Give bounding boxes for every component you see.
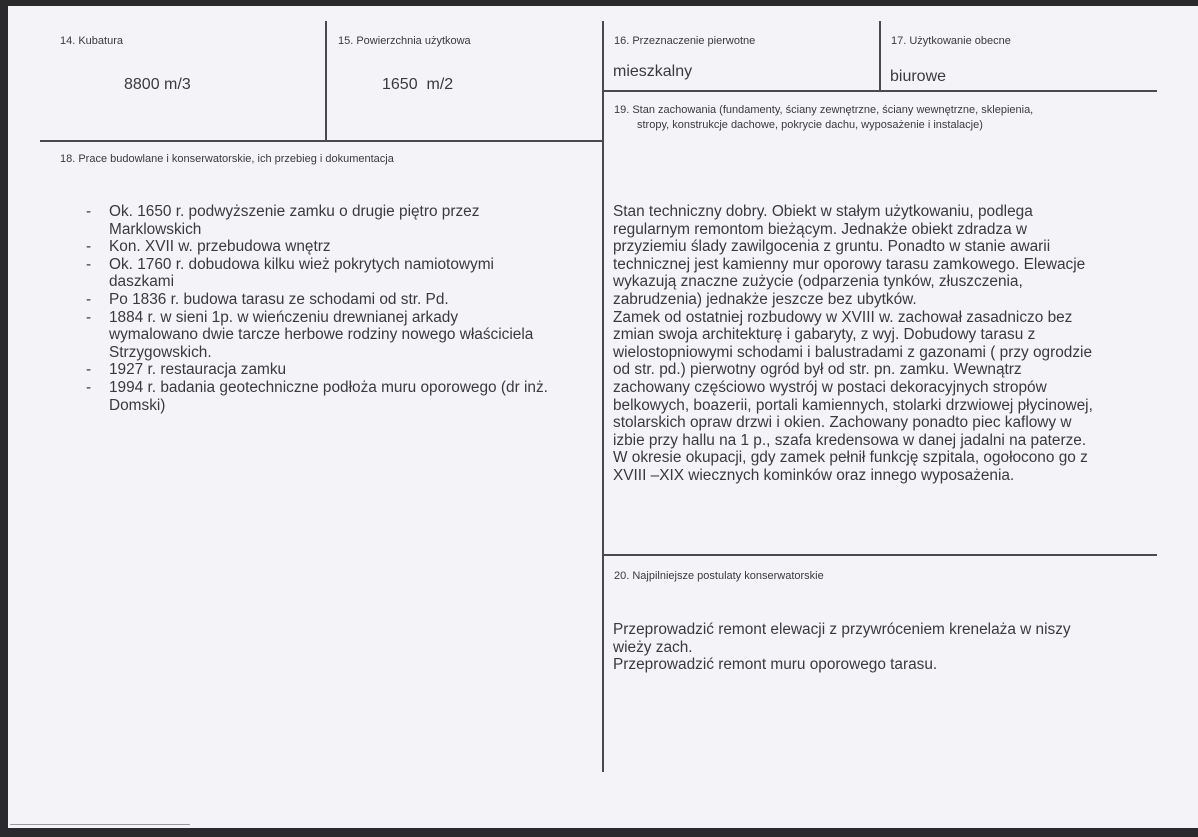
list-item: - Po 1836 r. budowa tarasu ze schodami od str. Pd. bbox=[86, 290, 449, 308]
field-14-label: 14. Kubatura bbox=[60, 35, 123, 47]
conservation-postulates: Przeprowadzić remont elewacji z przywróceniem krenelaża w niszy wieży zach. Przeprowadzić remont muru oporowego tarasu. bbox=[613, 621, 1071, 674]
bullet-dash-icon: - bbox=[86, 238, 92, 256]
field-16-value: mieszkalny bbox=[613, 63, 693, 80]
divider-top-right bbox=[603, 90, 1157, 92]
field-18-label: 18. Prace budowlane i konserwatorskie, ich przebieg i dokumentacja bbox=[60, 153, 394, 165]
field-15-value: 1650 m/2 bbox=[382, 76, 454, 93]
bullet-dash-icon: - bbox=[86, 290, 92, 308]
divider-14-15 bbox=[325, 21, 327, 142]
bullet-dash-icon: - bbox=[86, 203, 92, 220]
bullet-dash-icon: - bbox=[86, 378, 92, 396]
field-17-label: 17. Użytkowanie obecne bbox=[891, 35, 1011, 47]
field-19-label-line2: stropy, konstrukcje dachowe, pokrycie dachu, wyposażenie i instalacje) bbox=[637, 119, 983, 131]
field-20-label: 20. Najpilniejsze postulaty konserwatorskie bbox=[614, 570, 824, 582]
list-item: - 1994 r. badania geotechniczne podłoża muru oporowego (dr inż. Domski) bbox=[86, 378, 548, 414]
field-16-label: 16. Przeznaczenie pierwotne bbox=[614, 35, 756, 47]
divider-top-left bbox=[40, 140, 603, 142]
condition-description: Stan techniczny dobry. Obiekt w stałym użytkowaniu, podlega regularnym remontom bieżącym. Jednakże obiekt zdradza w przyziemiu ślady zawilgocenia z gruntu. Ponadto w stanie awarii technicznej jest kamienny mur oporowy tarasu zamkowego. Elewacje wykazują znaczne zużycie (odparzenia tynków, złuszczenia, zabrudzenia) jednakże jeszcze bez ubytków. Zamek od ostatniej rozbudowy w XVIII w. zachował zasadniczo bez zmian swoja architekturę i gabaryty, z wyj. Dobudowy tarasu z wielostopniowymi schodami i balustradami z gazonami ( przy ogrodzie od str. pd.) pierwotny ogród był od str. pn. zamku. Wewnątrz zachowany częściowo wystrój w postaci dekoracyjnych stropów belkowych, boazerii, portali kamiennych, stolarki drzwiowej płycinowej, stolarskich opraw drzwi i okien. Zachowany ponadto piec kaflowy w izbie przy hallu na 1 p., szafa kredensowa w danej jadalni na paterze. W okresie okupacji, gdy zamek pełnił funkcję szpitala, ogołocono go z XVIII –XIX wiecznych kominków oraz innego wyposażenia. bbox=[613, 203, 1093, 484]
bullet-dash-icon: - bbox=[86, 255, 92, 273]
divider-center bbox=[602, 21, 604, 772]
construction-history-list bbox=[86, 203, 596, 414]
scan-edge-mark bbox=[10, 824, 190, 825]
divider-16-17 bbox=[879, 21, 881, 92]
bullet-dash-icon: - bbox=[86, 361, 92, 379]
list-item: - 1927 r. restauracja zamku bbox=[86, 361, 287, 379]
list-item: - Kon. XVII w. przebudowa wnętrz bbox=[86, 238, 331, 256]
field-14-value: 8800 m/3 bbox=[124, 76, 191, 93]
field-15-label: 15. Powierzchnia użytkowa bbox=[338, 35, 471, 47]
list-item: - Ok. 1760 r. dobudowa kilku wież pokrytych namiotowymi daszkami bbox=[86, 255, 494, 291]
divider-19-20 bbox=[603, 554, 1157, 556]
list-item: - 1884 r. w sieni 1p. w wieńczeniu drewnianej arkady wymalowano dwie tarcze herbowe rodziny nowego właściciela Strzygowskich. bbox=[86, 308, 534, 361]
field-19-label-line1: 19. Stan zachowania (fundamenty, ściany zewnętrzne, ściany wewnętrzne, sklepienia, bbox=[614, 104, 1034, 116]
bullet-dash-icon: - bbox=[86, 308, 92, 326]
list-item: - Ok. 1650 r. podwyższenie zamku o drugie piętro przez Marklowskich bbox=[86, 203, 480, 238]
field-17-value: biurowe bbox=[890, 68, 947, 85]
